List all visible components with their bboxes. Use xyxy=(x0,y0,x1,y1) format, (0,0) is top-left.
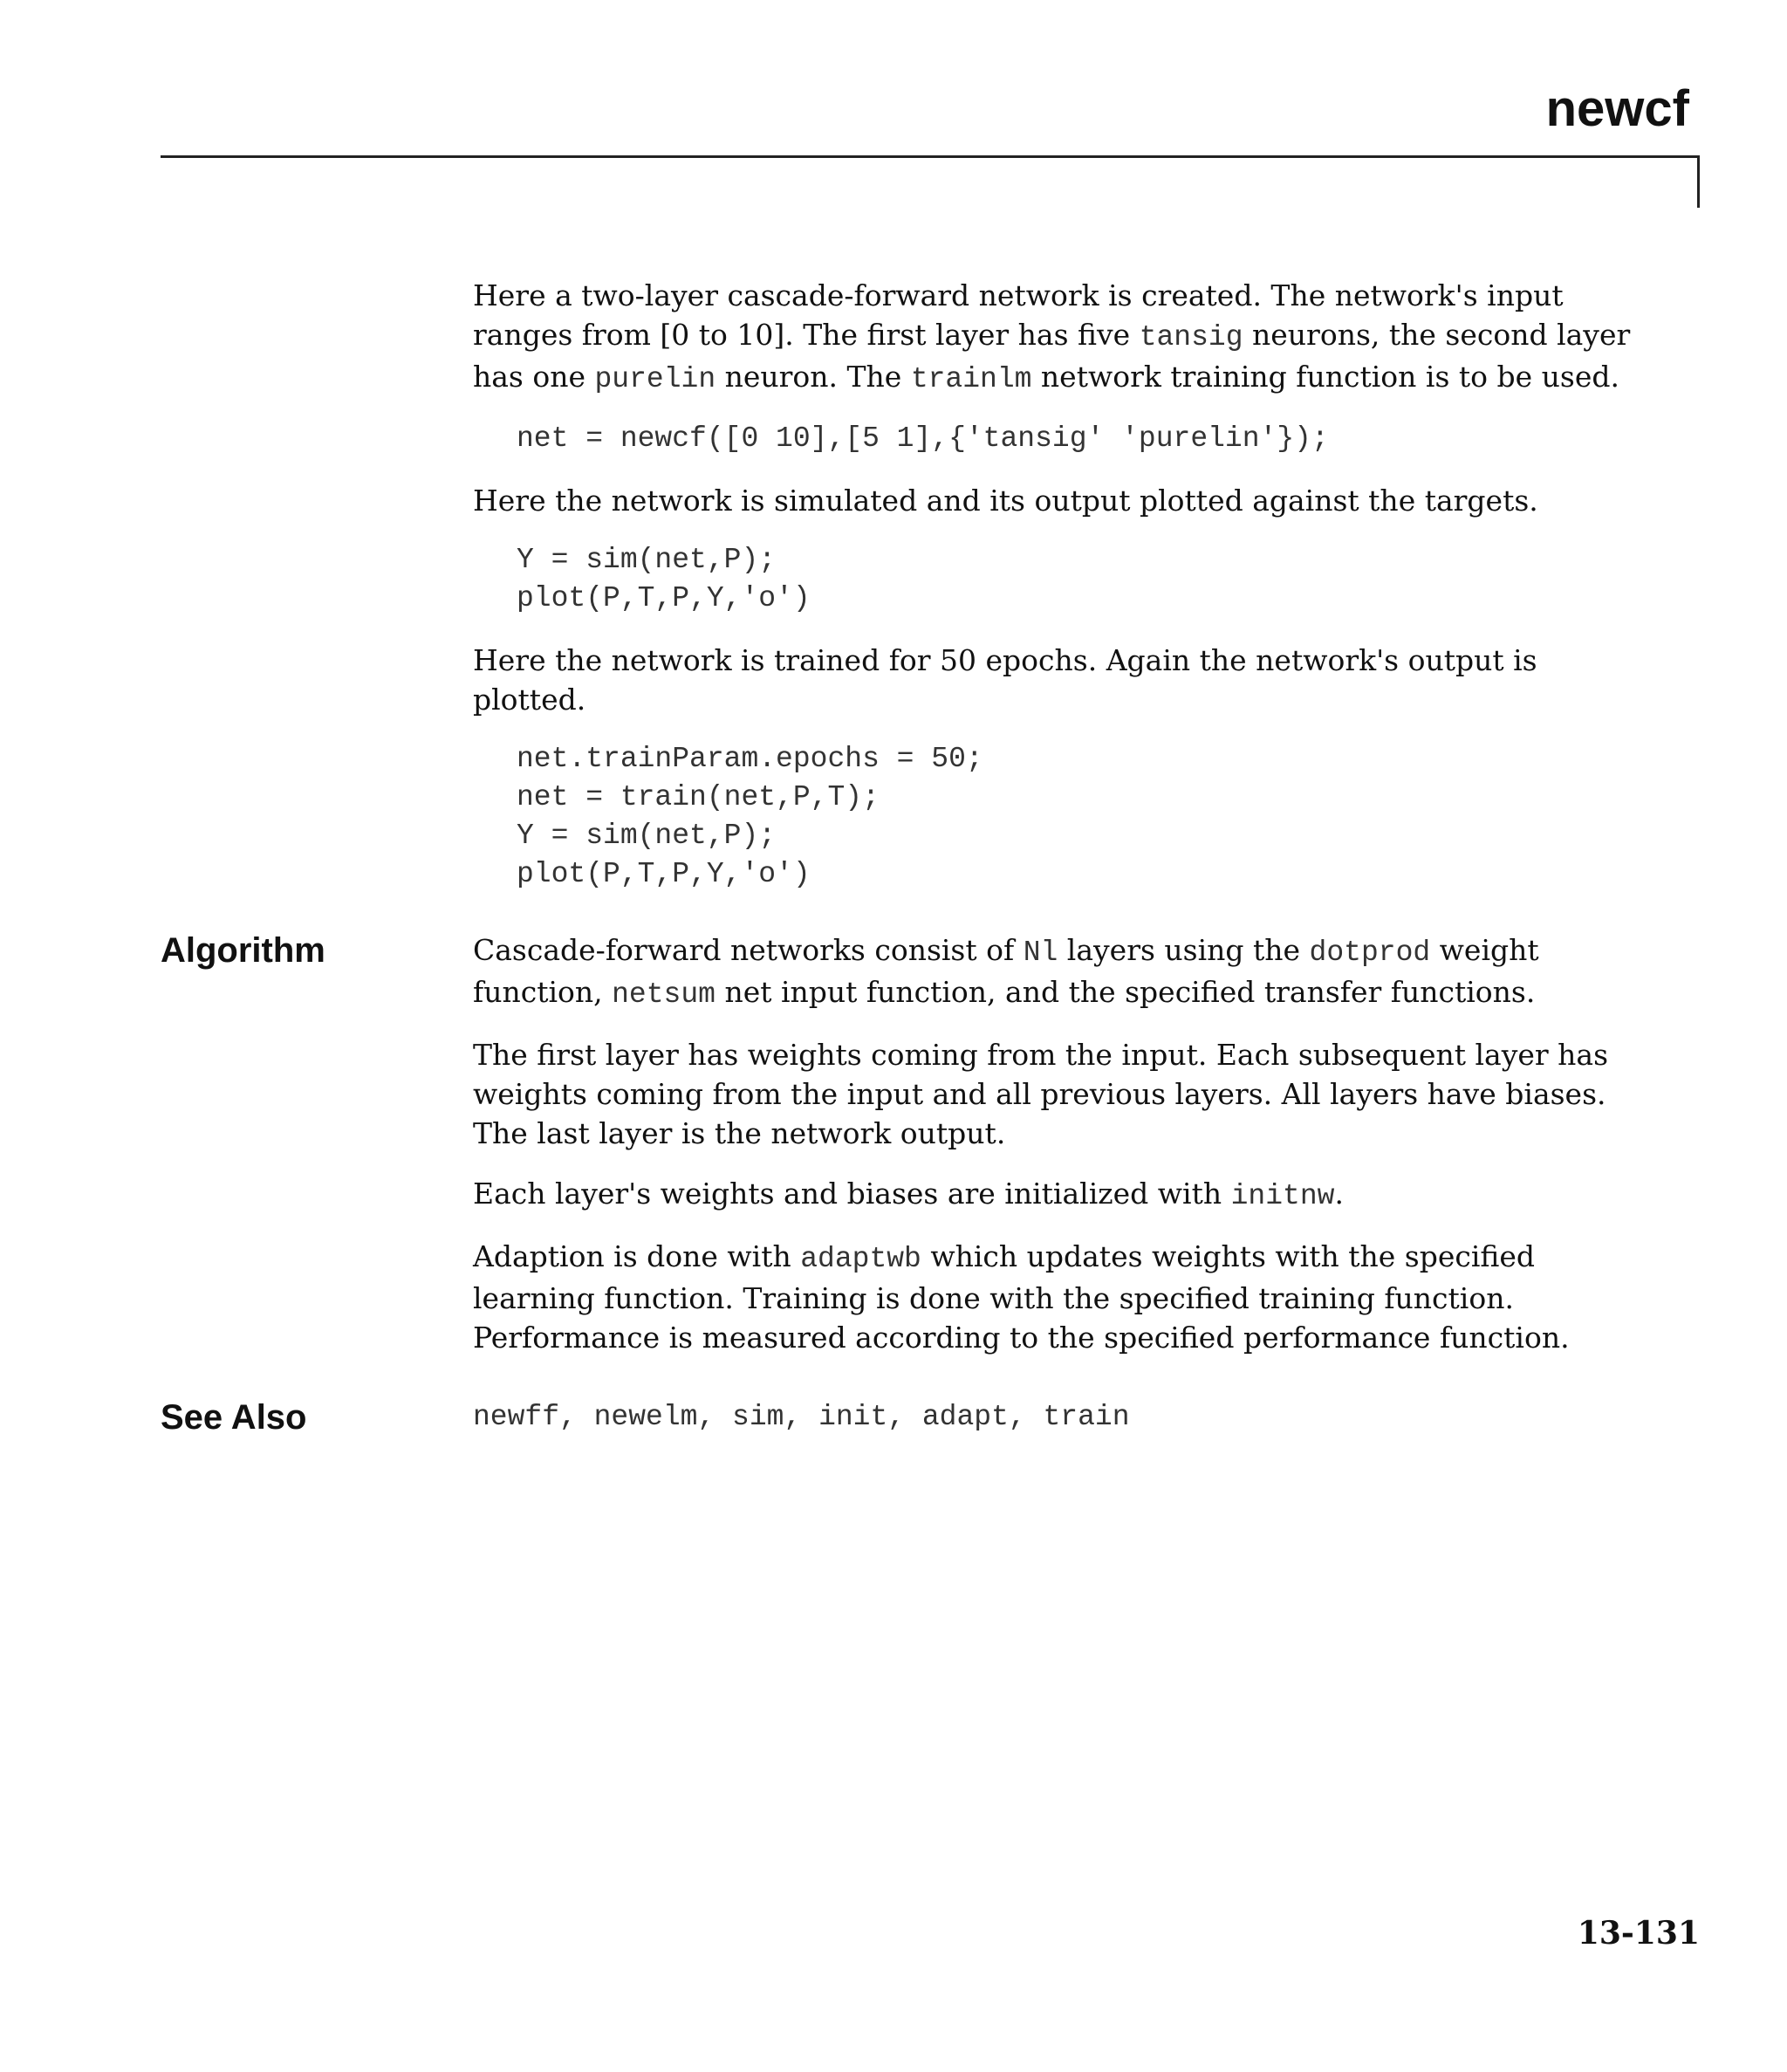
code-line: Y = sim(net,P); xyxy=(517,544,777,576)
train-paragraph: Here the network is trained for 50 epochs. Again the network's output is plotted. xyxy=(473,643,1537,717)
algorithm-p1-text-4: net input function, and the specified transfer functions. xyxy=(715,975,1536,1009)
algorithm-paragraph-3 xyxy=(473,1174,1642,1216)
see-also-section xyxy=(161,1397,1642,1437)
page-title: newcf xyxy=(1545,80,1689,137)
code-term-trainlm: trainlm xyxy=(910,363,1032,395)
algorithm-paragraph-2: The first layer has weights coming from the input. Each subsequent layer has weights coming from the input and all previous layers. All layers have biases. The last layer is the network output. xyxy=(473,1038,1609,1150)
algorithm-heading: Algorithm xyxy=(161,931,325,970)
code-term-nl: Nl xyxy=(1023,937,1058,969)
algorithm-p3-text-1: Each layer's weights and biases are initialized with xyxy=(473,1177,1231,1211)
algorithm-p1-text-3: weight function, xyxy=(473,933,1539,1009)
simulate-paragraph: Here the network is simulated and its output plotted against the targets. xyxy=(473,484,1538,518)
code-term-dotprod: dotprod xyxy=(1309,937,1431,969)
code-term-tansig: tansig xyxy=(1139,321,1243,353)
code-term-purelin: purelin xyxy=(594,363,716,395)
code-line: plot(P,T,P,Y,'o') xyxy=(517,582,811,614)
algorithm-p4-text-1: Adaption is done with xyxy=(473,1239,801,1273)
algorithm-paragraph-4 xyxy=(473,1237,1642,1357)
header-rule xyxy=(161,155,1700,158)
code-line: Y = sim(net,P); xyxy=(517,820,777,852)
example-intro-text-1: Here a two-layer cascade-forward network is created. The network's input ranges from [0 to 10]. The first layer has five xyxy=(473,278,1564,352)
code-block-simulate xyxy=(517,541,1642,618)
code-line: net = train(net,P,T); xyxy=(517,781,880,813)
header-rule-tick xyxy=(1697,155,1700,208)
code-block-create xyxy=(517,420,1642,458)
code-line: net = newcf([0 10],[5 1],{'tansig' 'purelin'}); xyxy=(517,422,1329,455)
code-block-train xyxy=(517,740,1642,894)
algorithm-p4-text-2: which updates weights with the specified learning function. Training is done with the specified training function. Performance is measured according to the specified performance function. xyxy=(473,1239,1570,1355)
example-intro-text-3: neuron. The xyxy=(715,360,911,394)
code-line: plot(P,T,P,Y,'o') xyxy=(517,858,811,890)
algorithm-paragraph-1 xyxy=(473,930,1642,1014)
page-number: 13-131 xyxy=(1577,1915,1700,1952)
see-also-list: newff, newelm, sim, init, adapt, train xyxy=(473,1401,1130,1433)
code-term-netsum: netsum xyxy=(612,978,715,1011)
code-term-initnw: initnw xyxy=(1230,1180,1335,1212)
example-intro-paragraph xyxy=(473,276,1642,399)
example-intro-text-2: neurons, the second layer has one xyxy=(473,318,1631,394)
algorithm-p3-text-2: . xyxy=(1334,1177,1344,1211)
main-content xyxy=(161,276,1642,1437)
algorithm-p1-text-1: Cascade-forward networks consist of xyxy=(473,933,1024,967)
code-term-adaptwb: adaptwb xyxy=(800,1243,921,1275)
example-intro-text-4: network training function is to be used. xyxy=(1031,360,1619,394)
code-line: net.trainParam.epochs = 50; xyxy=(517,743,983,775)
see-also-heading: See Also xyxy=(161,1398,307,1437)
algorithm-section xyxy=(161,930,1642,1357)
algorithm-p1-text-2: layers using the xyxy=(1058,933,1310,967)
